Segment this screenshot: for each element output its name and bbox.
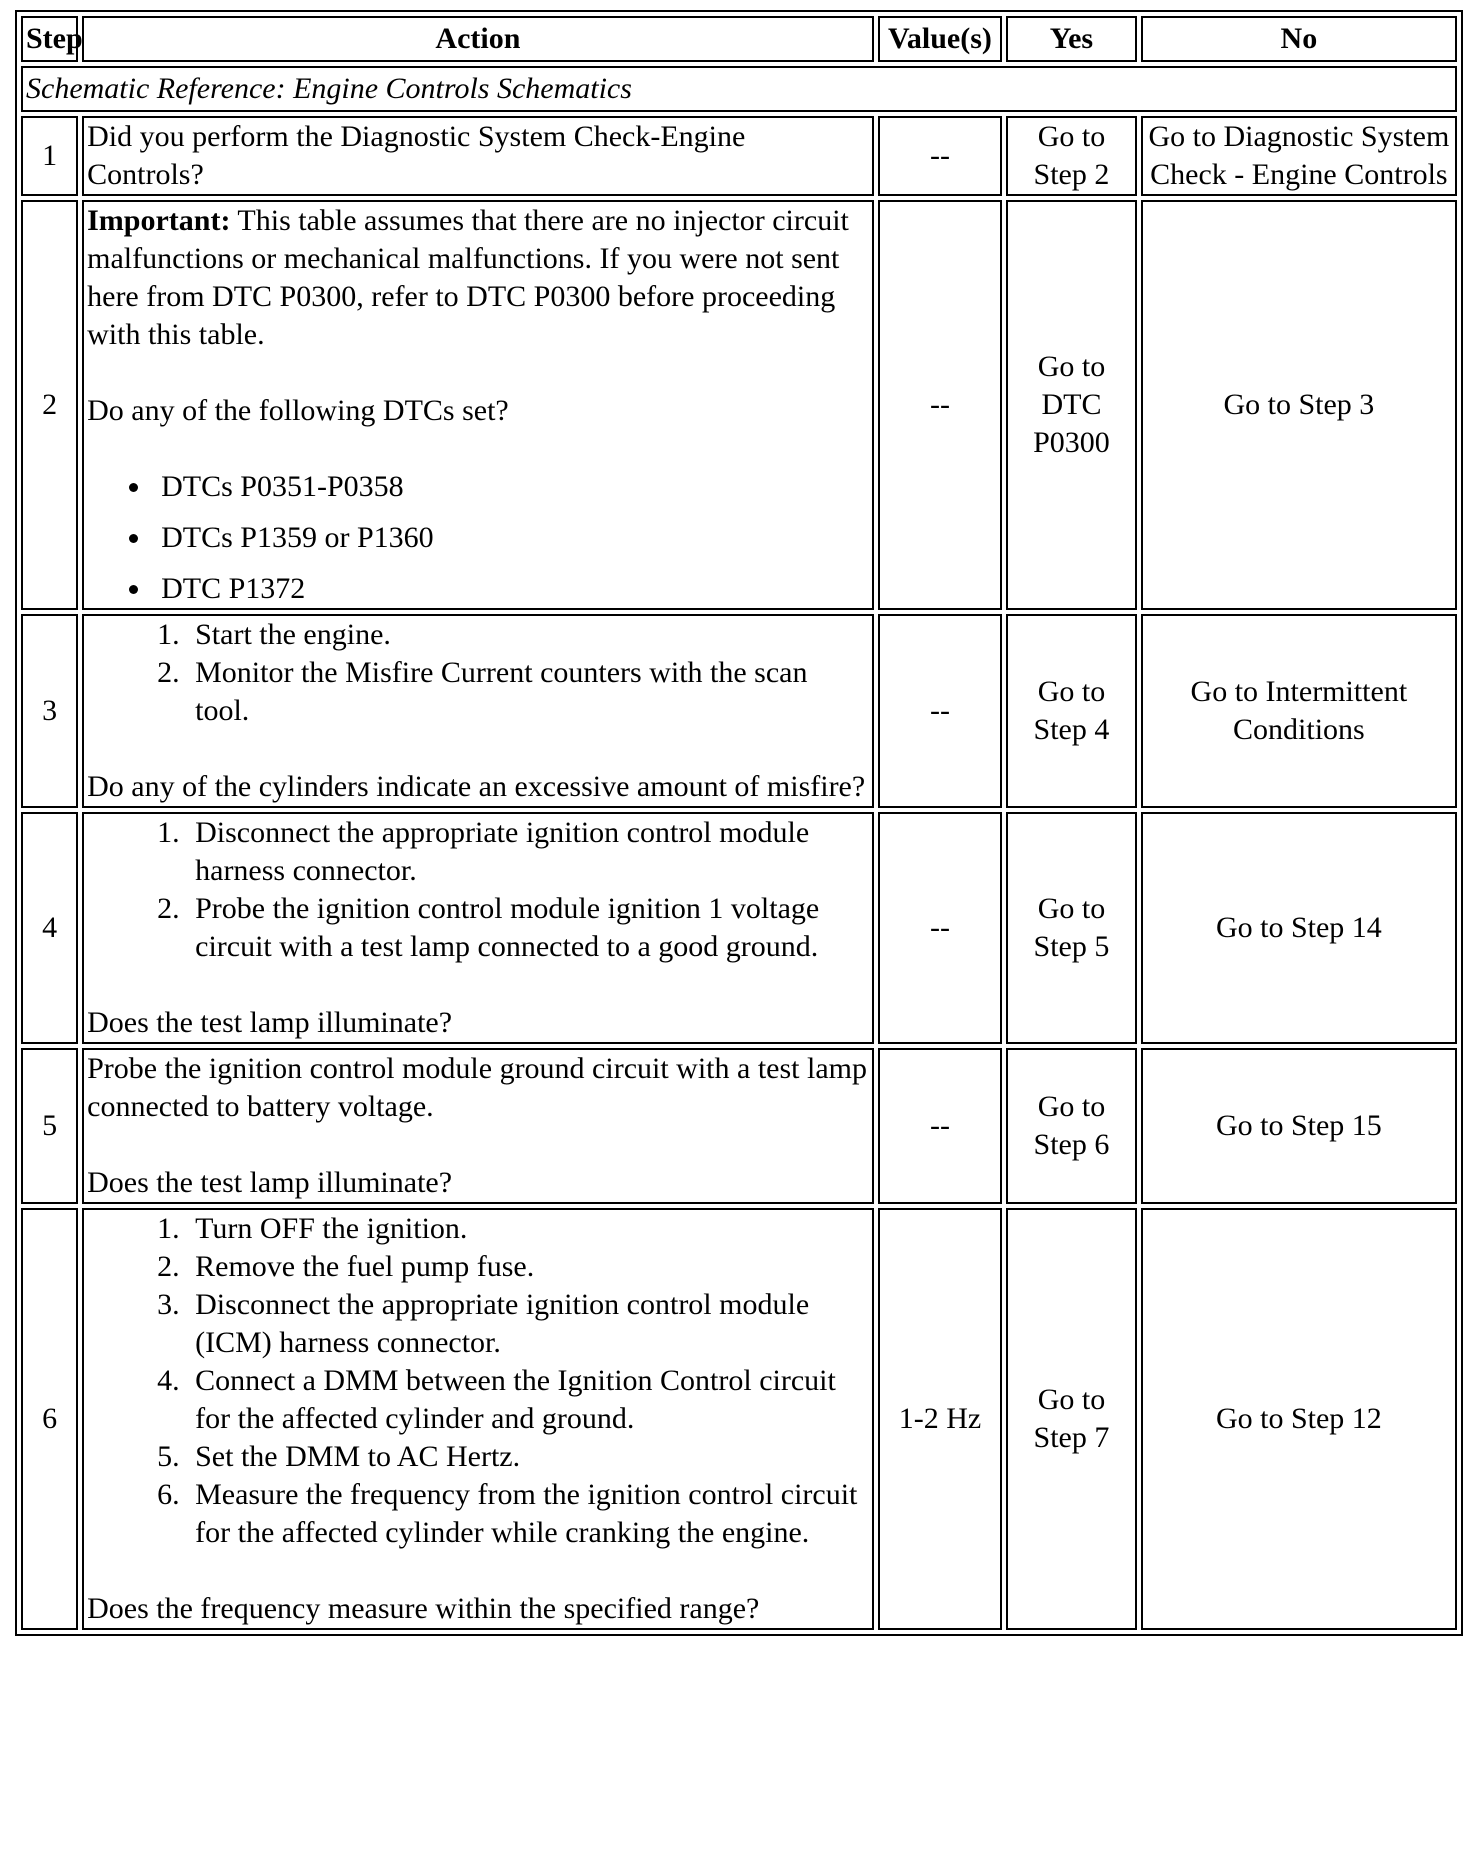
dtc-list — [87, 468, 869, 608]
no-cell: Go to Step 14 — [1141, 812, 1457, 1044]
list-item: 5. Set the DMM to AC Hertz. — [187, 1438, 869, 1476]
action-cell — [82, 614, 874, 808]
table-row — [21, 200, 1457, 610]
list-item: 1. Start the engine. — [187, 616, 869, 654]
action-cell — [82, 1208, 874, 1630]
step-number: 6 — [21, 1208, 78, 1630]
value-cell: -- — [878, 614, 1002, 808]
schematic-row — [21, 66, 1457, 112]
header-yes: Yes — [1006, 16, 1137, 62]
diagnostic-table — [15, 10, 1463, 1636]
schematic-reference: Schematic Reference: Engine Controls Schematics — [21, 66, 1457, 112]
yes-cell: Go to Step 2 — [1006, 116, 1137, 196]
yes-cell: Go to Step 7 — [1006, 1208, 1137, 1630]
important-label: Important: — [87, 204, 231, 237]
value-cell: -- — [878, 1048, 1002, 1204]
step-number: 1 — [21, 116, 78, 196]
list-item: • DTC P1372 — [153, 570, 869, 608]
step-number: 4 — [21, 812, 78, 1044]
header-values: Value(s) — [878, 16, 1002, 62]
important-text: This table assumes that there are no injector circuit malfunctions or mechanical malfunctions. If you were not sent here from DTC P0300, refer to DTC P0300 before proceeding with this table. — [87, 204, 849, 351]
value-cell: -- — [878, 116, 1002, 196]
yes-cell: Go to DTC P0300 — [1006, 200, 1137, 610]
important-note — [87, 202, 869, 354]
list-item: 6. Measure the frequency from the ignition control circuit for the affected cylinder while cranking the engine. — [187, 1476, 869, 1552]
no-cell: Go to Intermittent Conditions — [1141, 614, 1457, 808]
value-cell: -- — [878, 812, 1002, 1044]
action-cell — [82, 200, 874, 610]
list-item: 2. Probe the ignition control module ignition 1 voltage circuit with a test lamp connected to a good ground. — [187, 890, 869, 966]
action-cell — [82, 116, 874, 196]
question-text: Does the frequency measure within the specified range? — [87, 1592, 760, 1625]
yes-cell: Go to Step 6 — [1006, 1048, 1137, 1204]
list-item: 3. Disconnect the appropriate ignition control module (ICM) harness connector. — [187, 1286, 869, 1362]
table-row — [21, 116, 1457, 196]
no-cell: Go to Step 12 — [1141, 1208, 1457, 1630]
list-item: • DTCs P0351-P0358 — [153, 468, 869, 506]
header-no: No — [1141, 16, 1457, 62]
yes-cell: Go to Step 5 — [1006, 812, 1137, 1044]
table-row — [21, 1208, 1457, 1630]
step-number: 3 — [21, 614, 78, 808]
step-number: 2 — [21, 200, 78, 610]
no-cell: Go to Step 15 — [1141, 1048, 1457, 1204]
intro-text: Probe the ignition control module ground circuit with a test lamp connected to battery voltage. — [87, 1052, 867, 1123]
value-cell: 1-2 Hz — [878, 1208, 1002, 1630]
substep-list — [87, 814, 869, 966]
action-cell — [82, 812, 874, 1044]
header-step: Step — [21, 16, 78, 62]
yes-cell: Go to Step 4 — [1006, 614, 1137, 808]
value-cell: -- — [878, 200, 1002, 610]
list-item: 2. Remove the fuel pump fuse. — [187, 1248, 869, 1286]
question-text: Do any of the following DTCs set? — [87, 394, 509, 427]
step-number: 5 — [21, 1048, 78, 1204]
question-text: Did you perform the Diagnostic System Check-Engine Controls? — [87, 120, 746, 191]
action-cell — [82, 1048, 874, 1204]
table-row — [21, 614, 1457, 808]
no-cell: Go to Step 3 — [1141, 200, 1457, 610]
header-action: Action — [82, 16, 874, 62]
question-text: Does the test lamp illuminate? — [87, 1006, 453, 1039]
list-item: 1. Disconnect the appropriate ignition control module harness connector. — [187, 814, 869, 890]
list-item: 1. Turn OFF the ignition. — [187, 1210, 869, 1248]
substep-list — [87, 1210, 869, 1552]
no-cell: Go to Diagnostic System Check - Engine Controls — [1141, 116, 1457, 196]
substep-list — [87, 616, 869, 730]
question-text: Do any of the cylinders indicate an excessive amount of misfire? — [87, 770, 866, 803]
header-row — [21, 16, 1457, 62]
list-item: 2. Monitor the Misfire Current counters with the scan tool. — [187, 654, 869, 730]
list-item: 4. Connect a DMM between the Ignition Control circuit for the affected cylinder and ground. — [187, 1362, 869, 1438]
question-text: Does the test lamp illuminate? — [87, 1166, 453, 1199]
list-item: • DTCs P1359 or P1360 — [153, 519, 869, 557]
table-row — [21, 1048, 1457, 1204]
table-row — [21, 812, 1457, 1044]
